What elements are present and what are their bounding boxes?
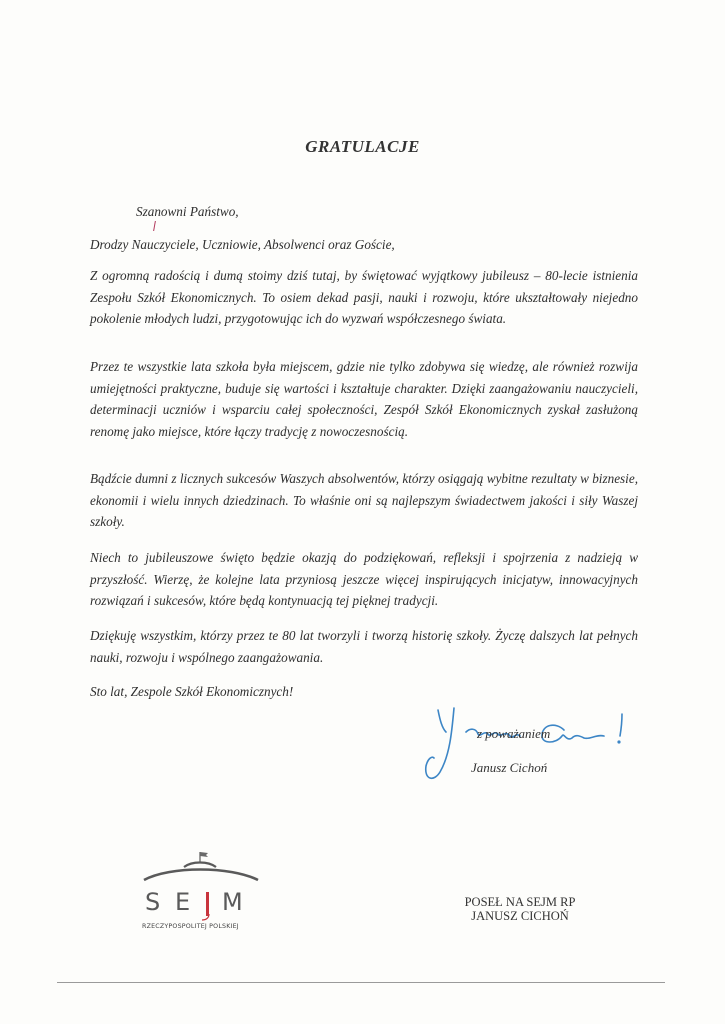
logo-letter-s: S	[145, 888, 161, 916]
closing-phrase: z poważaniem	[477, 726, 551, 741]
office-title: POSEŁ NA SEJM RP	[464, 895, 576, 909]
paragraph	[90, 468, 638, 533]
paragraph	[90, 356, 638, 442]
footer-divider	[57, 982, 665, 983]
paragraph	[90, 625, 638, 668]
paragraph-text: Niech to jubileuszowe święto będzie okazją do podziękowań, refleksji i spojrzenia z nadzieją w przyszłość. Wierzę, że kolejne lata przyniosą jeszcze więcej inspirujących inicjatyw, innowacyjnych rozwiązań i sukcesów, które będą kontynuacją tej pięknej tradycji.	[90, 550, 638, 608]
pen-mark	[153, 221, 160, 231]
paragraph-text: Sto lat, Zespole Szkół Ekonomicznych!	[90, 684, 294, 699]
paragraph-text: Z ogromną radością i dumą stoimy dziś tutaj, by świętować wyjątkowy jubileusz – 80-lecie istnienia Zespołu Szkół Ekonomicznych. To osiem dekad pasji, nauki i rozwoju, które ukształtowały niejedno pokolenie młodych ludzi, przygotowując ich do wyzwań współczesnego świata.	[90, 268, 638, 326]
logo-letter-j-bar	[206, 892, 209, 916]
signer-name: Janusz Cichoń	[471, 760, 548, 775]
salutation-audience: Drodzy Nauczyciele, Uczniowie, Absolwenci oraz Goście,	[90, 237, 395, 252]
document-title: GRATULACJE	[305, 137, 420, 156]
paragraph	[90, 547, 638, 612]
paragraph-text: Bądźcie dumni z licznych sukcesów Waszych absolwentów, którzy osiągają wybitne rezultaty w biznesie, ekonomii i wielu innych dziedzinach. To właśnie oni są najlepszym świadectwem jakości i siły Waszej szkoły.	[90, 471, 638, 529]
sejm-dome-icon	[144, 852, 258, 880]
logo-letter-e: E	[175, 888, 191, 916]
office-holder-name: JANUSZ CICHOŃ	[471, 909, 569, 923]
paragraph	[90, 265, 638, 330]
handwritten-signature	[410, 700, 650, 790]
paragraph-text: Przez te wszystkie lata szkoła była miejscem, gdzie nie tylko zdobywa się wiedzę, ale również rozwija umiejętności praktyczne, buduje się wartości i kształtuje charakter. Dzięki zaangażowaniu nauczycieli, determinacji uczniów i wsparciu całej społeczności, Zespół Szkół Ekonomicznych zyskał zasłużoną renomę jako miejsce, które łączy tradycję z nowoczesnością.	[90, 359, 638, 439]
salutation-formal: Szanowni Państwo,	[136, 204, 239, 219]
paragraph-text: Dziękuję wszystkim, którzy przez te 80 lat tworzyli i tworzą historię szkoły. Życzę dalszych lat pełnych nauki, rozwoju i wspólnego zaangażowania.	[90, 628, 638, 665]
logo-letter-m: M	[222, 888, 243, 916]
logo-subtitle: RZECZYPOSPOLITEJ POLSKIEJ	[142, 923, 239, 930]
